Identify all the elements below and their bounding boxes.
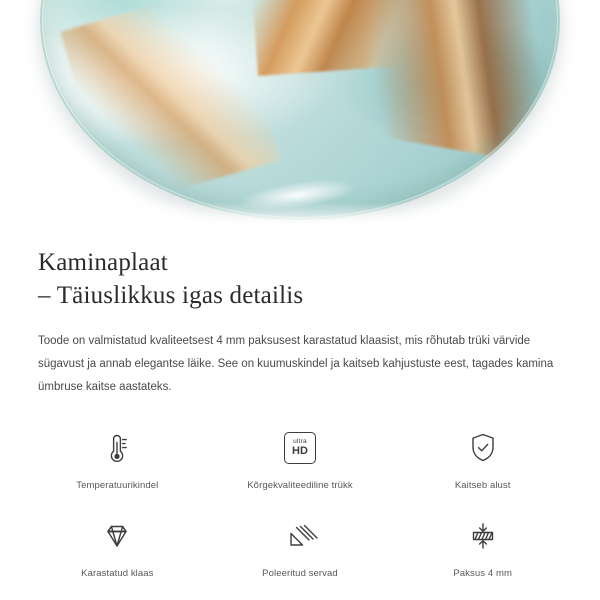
feature-label: Temperatuurikindel [76, 480, 159, 491]
feature-label: Kaitseb alust [454, 480, 511, 491]
diamond-icon [95, 513, 139, 559]
ultra-hd-badge-top: ultra [293, 437, 307, 445]
product-plate-image [40, 0, 560, 220]
feature-label: Karastatud klaas [81, 568, 154, 579]
feature-item-thickness [391, 513, 574, 579]
ultra-hd-icon [284, 425, 316, 471]
feature-item-tempered-glass [26, 513, 209, 579]
hero-image [0, 0, 600, 228]
polished-edges-icon [278, 513, 322, 559]
product-description: Toode on valmistatud kvaliteetsest 4 mm paksusest karastatud klaasist, mis rõhutab trüki värvide sügavust ja annab elegantse läike. See on kuumuskindel ja kaitseb kahjustuste eest, tagades kamina ümbruse kaitse aastateks. [38, 335, 554, 393]
feature-item-temperature [26, 425, 209, 491]
feature-list [0, 425, 600, 579]
page-title-line-2: – Täiuslikkus igas detailis [38, 282, 304, 309]
page-title [38, 246, 562, 312]
feature-item-polished-edges [209, 513, 392, 579]
ultra-hd-badge-bottom: HD [292, 445, 308, 458]
page-title-line-1: Kaminaplaat [38, 249, 168, 276]
feature-label: Kõrgekvaliteediline trükk [247, 480, 353, 491]
shield-check-icon [461, 425, 505, 471]
feature-label: Poleeritud servad [262, 568, 338, 579]
thickness-arrows-icon [461, 513, 505, 559]
feature-item-surface-protection [391, 425, 574, 491]
feature-item-print-quality [209, 425, 392, 491]
thermometer-icon [95, 425, 139, 471]
content-block [0, 228, 600, 399]
feature-label: Paksus 4 mm [453, 568, 512, 579]
hero-bottom-fade [0, 202, 600, 228]
